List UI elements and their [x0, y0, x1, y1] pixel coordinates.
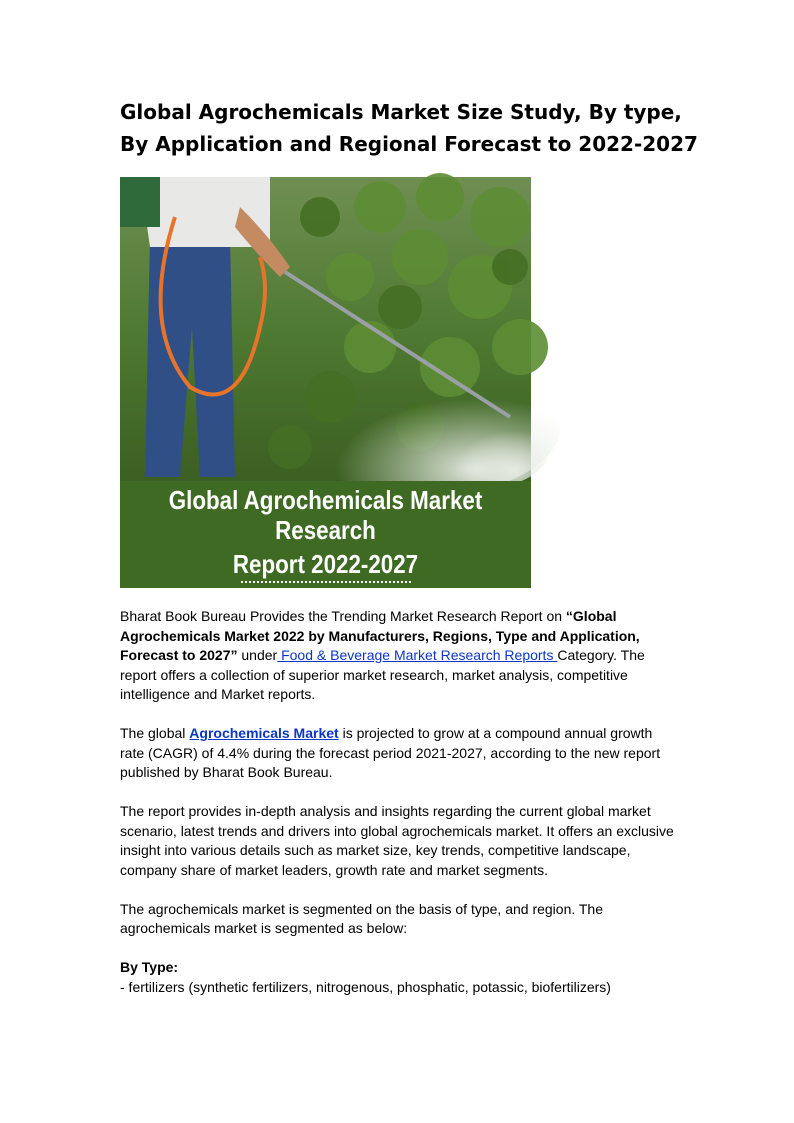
article-body	[120, 607, 680, 997]
crop-spraying-photo	[120, 177, 531, 481]
page-title: Global Agrochemicals Market Size Study, By type, By Application and Regional Forecast to 2022-2027	[120, 100, 698, 156]
agrochemicals-market-link[interactable]: Agrochemicals Market	[189, 725, 339, 741]
report-title-bold: “Global Agrochemicals Market 2022 by Manufacturers, Regions, Type and Application, Forecast to 2027”	[120, 608, 640, 663]
by-type-item: - fertilizers (synthetic fertilizers, nitrogenous, phosphatic, potassic, biofertilizers)	[120, 978, 611, 995]
banner-title-line2: Report 2022-2027	[232, 549, 419, 579]
intro-under-text: under	[237, 647, 278, 663]
hero-image	[120, 177, 531, 609]
report-banner	[120, 481, 531, 609]
intro-paragraph	[120, 607, 680, 705]
intro-text: Bharat Book Bureau Provides the Trending Market Research Report on	[120, 608, 566, 624]
banner-title-line1: Global Agrochemicals Market Research	[168, 485, 483, 545]
intro-suffix-text: Category. The report offers a collection of superior market research, market analysis, competitive intelligence and Market reports.	[120, 647, 645, 702]
banner-url: www.bharatbook.com	[227, 584, 424, 609]
analysis-paragraph: The report provides in-depth analysis and insights regarding the current global market scenario, latest trends and drivers into global agrochemicals market. It offers an exclusive insight into various details such as market size, key trends, competitive landscape, company share of market leaders, growth rate and market segments.	[120, 803, 674, 878]
growth-prefix-text: The global	[120, 725, 190, 741]
growth-paragraph	[120, 724, 680, 783]
by-type-heading: By Type:	[120, 959, 179, 975]
growth-suffix-text: is projected to grow at a compound annual growth rate (CAGR) of 4.4% during the forecast period 2021-2027, according to the new report published by Bharat Book Bureau.	[120, 725, 661, 780]
segmentation-paragraph: The agrochemicals market is segmented on the basis of type, and region. The agrochemicals market is segmented as below:	[120, 900, 604, 936]
food-beverage-reports-link[interactable]: Food & Beverage Market Research Reports	[277, 647, 558, 663]
